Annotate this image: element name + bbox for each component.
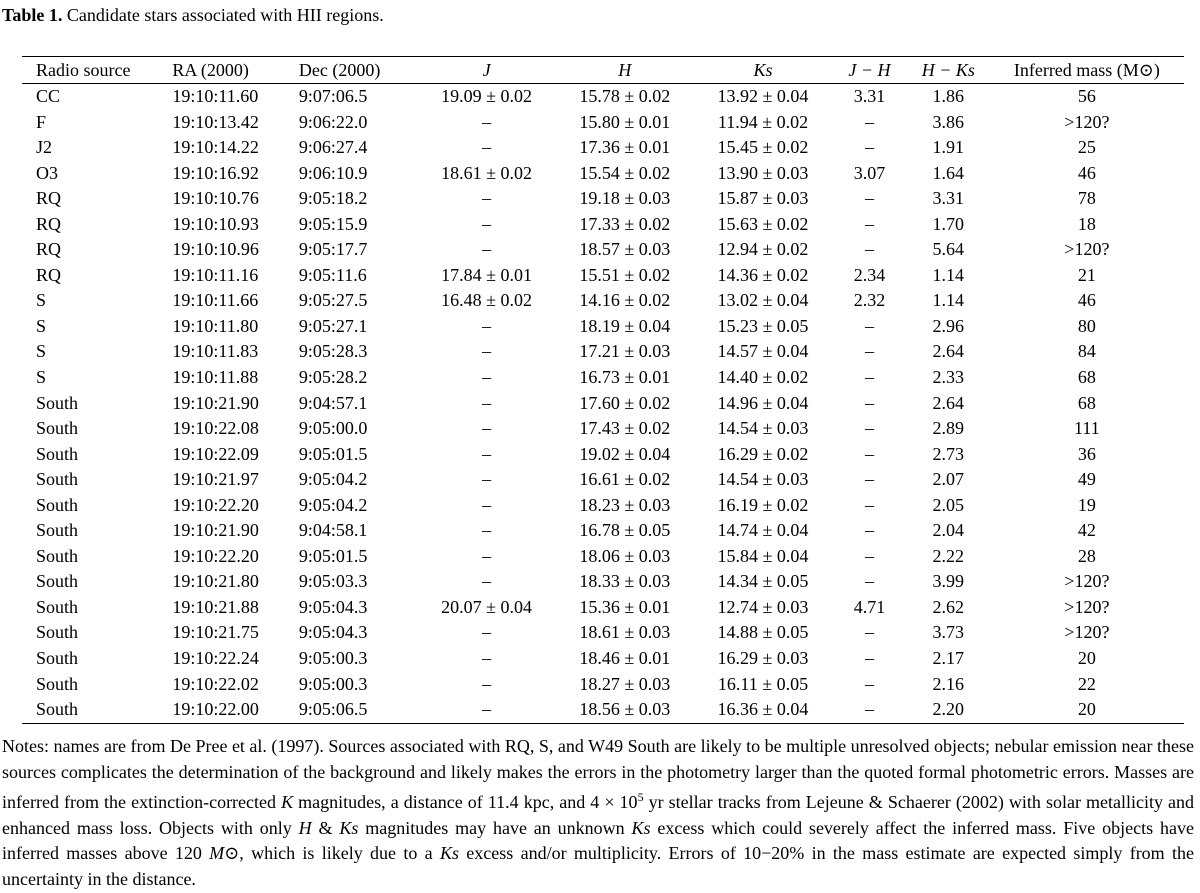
cell-radio-source: RQ [36,188,62,209]
cell-inferred-mass: 80 [1077,315,1096,336]
cell-h-minus-ks: 1.14 [932,290,965,311]
cell-dec: 9:05:27.1 [298,315,368,336]
cell-dec: 9:05:27.5 [298,290,368,311]
cell-radio-source: J2 [36,137,53,158]
cell-inferred-mass: >120? [1064,622,1110,643]
table-row [22,110,1184,136]
cell-j-minus-h: – [864,213,874,234]
cell-inferred-mass: 25 [1077,137,1096,158]
cell-ks: 16.29 ± 0.02 [717,443,809,464]
cell-ra: 19:10:14.22 [172,137,259,158]
cell-j-minus-h: – [864,188,874,209]
cell-ra: 19:10:22.09 [172,443,259,464]
cell-h: 18.56 ± 0.03 [579,699,671,720]
cell-j: – [482,648,492,669]
header-h-minus-ks: H − Ks [921,59,975,80]
cell-j: 16.48 ± 0.02 [441,290,533,311]
cell-j: – [482,239,492,260]
cell-j: – [482,673,492,694]
table-row [22,467,1184,493]
table-row [22,544,1184,570]
cell-h: 17.60 ± 0.02 [579,392,671,413]
cell-h-minus-ks: 2.16 [932,673,965,694]
cell-h: 16.61 ± 0.02 [579,469,671,490]
cell-j: – [482,188,492,209]
cell-h: 18.61 ± 0.03 [579,622,671,643]
table-row [22,646,1184,672]
cell-ks: 15.23 ± 0.05 [717,315,809,336]
cell-dec: 9:07:06.5 [298,86,368,106]
cell-dec: 9:06:10.9 [298,162,368,183]
cell-h: 15.36 ± 0.01 [579,596,671,617]
header-j-minus-h: J − H [848,59,891,80]
cell-ks: 15.84 ± 0.04 [717,545,809,566]
cell-h-minus-ks: 2.33 [932,367,965,388]
cell-h: 18.57 ± 0.03 [579,239,671,260]
cell-dec: 9:05:11.6 [298,264,367,285]
cell-j-minus-h: – [864,545,874,566]
cell-ks: 14.36 ± 0.02 [717,264,809,285]
cell-ra: 19:10:16.92 [172,162,259,183]
cell-h: 17.33 ± 0.02 [579,213,671,234]
cell-j: – [482,341,492,362]
cell-radio-source: South [36,418,79,439]
cell-h: 15.54 ± 0.02 [579,162,671,183]
cell-dec: 9:04:57.1 [298,392,368,413]
cell-radio-source: O3 [36,162,58,183]
cell-h-minus-ks: 3.99 [932,571,965,592]
cell-inferred-mass: 28 [1077,545,1096,566]
cell-h: 17.43 ± 0.02 [579,418,671,439]
cell-inferred-mass: 20 [1077,699,1096,720]
cell-ra: 19:10:11.16 [172,264,259,285]
cell-radio-source: S [36,290,47,311]
table-row [22,442,1184,468]
cell-h-minus-ks: 2.73 [932,443,965,464]
cell-inferred-mass: 84 [1077,341,1096,362]
cell-inferred-mass: >120? [1064,571,1110,592]
cell-ra: 19:10:21.75 [172,622,259,643]
cell-radio-source: South [36,392,79,413]
cell-j-minus-h: – [864,392,874,413]
cell-ks: 14.34 ± 0.05 [717,571,809,592]
cell-inferred-mass: >120? [1064,111,1110,132]
cell-h: 18.33 ± 0.03 [579,571,671,592]
cell-j: 17.84 ± 0.01 [441,264,533,285]
cell-j: – [482,545,492,566]
cell-j: – [482,520,492,541]
cell-ra: 19:10:22.20 [172,545,259,566]
cell-ks: 11.94 ± 0.02 [717,111,809,132]
cell-dec: 9:05:04.2 [298,469,368,490]
cell-ks: 14.40 ± 0.02 [717,367,809,388]
cell-j: – [482,494,492,515]
cell-h: 15.51 ± 0.02 [579,264,671,285]
header-inferred-mass: Inferred mass (M⊙) [1013,59,1160,80]
cell-ra: 19:10:22.08 [172,418,259,439]
table-row [22,314,1184,340]
cell-h: 14.16 ± 0.02 [579,290,671,311]
cell-h: 18.46 ± 0.01 [579,648,671,669]
cell-inferred-mass: >120? [1064,239,1110,260]
table-row [22,339,1184,365]
cell-dec: 9:05:00.3 [298,673,368,694]
cell-ra: 19:10:22.02 [172,673,259,694]
cell-j-minus-h: – [864,494,874,515]
cell-radio-source: South [36,494,79,515]
cell-j-minus-h: – [864,315,874,336]
cell-j: 20.07 ± 0.04 [441,596,533,617]
header-ks: Ks [753,59,773,80]
cell-h-minus-ks: 5.64 [932,239,965,260]
cell-dec: 9:05:28.3 [298,341,368,362]
cell-ks: 14.54 ± 0.03 [717,418,809,439]
cell-h: 17.36 ± 0.01 [579,137,671,158]
cell-h-minus-ks: 2.96 [932,315,965,336]
cell-h-minus-ks: 2.17 [932,648,965,669]
table-row [22,518,1184,544]
cell-j: – [482,622,492,643]
cell-inferred-mass: 111 [1074,418,1100,439]
cell-h-minus-ks: 3.73 [932,622,965,643]
cell-ks: 12.94 ± 0.02 [717,239,809,260]
cell-dec: 9:04:58.1 [298,520,368,541]
cell-j: – [482,111,492,132]
cell-dec: 9:06:22.0 [298,111,368,132]
cell-dec: 9:06:27.4 [298,137,368,158]
cell-j-minus-h: 2.32 [853,290,886,311]
cell-h-minus-ks: 2.07 [932,469,965,490]
cell-j-minus-h: – [864,673,874,694]
cell-radio-source: South [36,648,79,669]
cell-inferred-mass: 78 [1077,188,1096,209]
cell-j-minus-h: – [864,341,874,362]
cell-ra: 19:10:11.80 [172,315,259,336]
cell-j-minus-h: – [864,367,874,388]
cell-dec: 9:05:18.2 [298,188,368,209]
table-row [22,237,1184,263]
cell-j-minus-h: – [864,571,874,592]
cell-ra: 19:10:13.42 [172,111,259,132]
cell-radio-source: S [36,367,47,388]
cell-h-minus-ks: 1.86 [932,86,965,106]
cell-dec: 9:05:04.3 [298,622,368,643]
cell-ks: 14.88 ± 0.05 [717,622,809,643]
cell-radio-source: South [36,699,79,720]
header-radio-source: Radio source [36,59,131,80]
cell-ra: 19:10:11.83 [172,341,259,362]
cell-dec: 9:05:28.2 [298,367,368,388]
cell-dec: 9:05:17.7 [298,239,368,260]
cell-radio-source: F [36,111,47,132]
cell-h-minus-ks: 2.64 [932,392,965,413]
cell-j: – [482,213,492,234]
cell-ks: 16.29 ± 0.03 [717,648,809,669]
header-dec: Dec (2000) [298,59,381,80]
table-row [22,569,1184,595]
cell-dec: 9:05:06.5 [298,699,368,720]
cell-ks: 16.11 ± 0.05 [717,673,809,694]
cell-j: – [482,315,492,336]
cell-radio-source: CC [36,86,61,106]
cell-radio-source: RQ [36,264,62,285]
cell-ks: 15.45 ± 0.02 [717,137,809,158]
cell-radio-source: South [36,673,79,694]
cell-ra: 19:10:21.90 [172,520,259,541]
cell-radio-source: South [36,545,79,566]
cell-radio-source: South [36,443,79,464]
cell-j: – [482,137,492,158]
table-row [22,288,1184,314]
table-row [22,84,1184,110]
cell-radio-source: South [36,596,79,617]
cell-radio-source: South [36,469,79,490]
table-caption [2,4,384,26]
cell-j-minus-h: 4.71 [853,596,886,617]
cell-h: 18.06 ± 0.03 [579,545,671,566]
cell-h-minus-ks: 1.70 [932,213,965,234]
cell-h-minus-ks: 1.14 [932,264,965,285]
cell-j: – [482,392,492,413]
cell-h: 19.02 ± 0.04 [579,443,671,464]
cell-ks: 13.92 ± 0.04 [717,86,809,106]
cell-radio-source: S [36,341,47,362]
cell-ra: 19:10:11.88 [172,367,259,388]
cell-j-minus-h: – [864,622,874,643]
cell-ra: 19:10:22.24 [172,648,259,669]
table-row [22,391,1184,417]
cell-inferred-mass: 46 [1077,162,1096,183]
cell-ks: 14.74 ± 0.04 [717,520,809,541]
cell-ra: 19:10:21.97 [172,469,259,490]
cell-h: 15.80 ± 0.01 [579,111,671,132]
table-label: Table 1. [2,5,63,25]
cell-ra: 19:10:22.20 [172,494,259,515]
cell-h-minus-ks: 2.04 [932,520,965,541]
table-row [22,595,1184,621]
cell-h: 19.18 ± 0.03 [579,188,671,209]
cell-j: 19.09 ± 0.02 [441,86,533,106]
cell-inferred-mass: 21 [1077,264,1096,285]
cell-ks: 16.36 ± 0.04 [717,699,809,720]
cell-h-minus-ks: 2.64 [932,341,965,362]
cell-ra: 19:10:10.96 [172,239,259,260]
cell-dec: 9:05:00.3 [298,648,368,669]
table-row [22,161,1184,187]
cell-j-minus-h: – [864,137,874,158]
cell-j: – [482,571,492,592]
table-row [22,212,1184,238]
cell-j-minus-h: – [864,443,874,464]
table-row [22,135,1184,161]
table-row [22,416,1184,442]
cell-inferred-mass: 36 [1077,443,1096,464]
cell-j-minus-h: – [864,648,874,669]
cell-ks: 13.02 ± 0.04 [717,290,809,311]
table-notes: Notes: names are from De Pree et al. (1997). Sources associated with RQ, S, and W49 South are likely to be multiple unresolved objects; nebular emission near these sources complicates the determination of the background and likely makes the errors in the photometry larger than the quoted formal photometric errors. Masses are inferred from the extinction-corrected K magnitudes, a distance of 11.4 kpc, and $4 \times 10^5$ yr stellar tracks from Lejeune & Schaerer (2002) with solar metallicity and enhanced mass loss. Objects with only H & Ks magnitudes may have an unknown Ks excess which could severely affect the inferred mass. Five objects have inferred masses above 120 M⊙, which is likely due to a Ks excess and/or multiplicity. Errors of 10−20% in the mass estimate are expected simply from the uncertainty in the distance. [2,736,1195,889]
cell-inferred-mass: 56 [1077,86,1096,106]
table-title: Candidate stars associated with HII regions. [66,5,384,25]
cell-ks: 14.96 ± 0.04 [717,392,809,413]
cell-j: – [482,418,492,439]
cell-ra: 19:10:21.80 [172,571,259,592]
cell-h: 17.21 ± 0.03 [579,341,671,362]
cell-ra: 19:10:21.90 [172,392,259,413]
cell-inferred-mass: 18 [1077,213,1096,234]
table-header-row [22,57,1184,84]
cell-j: – [482,367,492,388]
cell-j-minus-h: 3.07 [853,162,886,183]
cell-j: 18.61 ± 0.02 [441,162,533,183]
cell-ks: 14.57 ± 0.04 [717,341,809,362]
cell-ra: 19:10:10.76 [172,188,259,209]
cell-h-minus-ks: 2.05 [932,494,965,515]
cell-inferred-mass: 20 [1077,648,1096,669]
cell-j-minus-h: – [864,520,874,541]
cell-ks: 14.54 ± 0.03 [717,469,809,490]
cell-inferred-mass: 22 [1077,673,1096,694]
cell-dec: 9:05:15.9 [298,213,368,234]
table-row [22,672,1184,698]
cell-ra: 19:10:10.93 [172,213,259,234]
cell-ra: 19:10:11.60 [172,86,259,106]
cell-h-minus-ks: 2.22 [932,545,965,566]
cell-h-minus-ks: 3.31 [932,188,965,209]
cell-h: 16.78 ± 0.05 [579,520,671,541]
cell-h: 18.27 ± 0.03 [579,673,671,694]
cell-radio-source: RQ [36,213,62,234]
cell-radio-source: South [36,520,79,541]
cell-radio-source: S [36,315,47,336]
cell-j: – [482,443,492,464]
cell-h-minus-ks: 2.20 [932,699,965,720]
cell-j-minus-h: – [864,111,874,132]
cell-inferred-mass: 46 [1077,290,1096,311]
table-body [22,84,1184,724]
cell-ra: 19:10:11.66 [172,290,259,311]
cell-radio-source: South [36,622,79,643]
header-h: H [618,59,632,80]
cell-inferred-mass: 19 [1077,494,1096,515]
cell-inferred-mass: 68 [1077,392,1096,413]
cell-j-minus-h: 3.31 [853,86,886,106]
cell-radio-source: RQ [36,239,62,260]
cell-j-minus-h: – [864,239,874,260]
cell-dec: 9:05:01.5 [298,545,368,566]
table-row [22,365,1184,391]
cell-h-minus-ks: 1.64 [932,162,965,183]
cell-dec: 9:05:04.2 [298,494,368,515]
cell-j-minus-h: 2.34 [853,264,886,285]
cell-ks: 15.87 ± 0.03 [717,188,809,209]
cell-h: 18.23 ± 0.03 [579,494,671,515]
cell-inferred-mass: 49 [1077,469,1096,490]
cell-h: 18.19 ± 0.04 [579,315,671,336]
table-row [22,620,1184,646]
cell-h-minus-ks: 2.62 [932,596,965,617]
cell-radio-source: South [36,571,79,592]
cell-h-minus-ks: 3.86 [932,111,965,132]
cell-h: 16.73 ± 0.01 [579,367,671,388]
cell-j: – [482,699,492,720]
cell-inferred-mass: 42 [1077,520,1096,541]
table-row [22,263,1184,289]
cell-ks: 12.74 ± 0.03 [717,596,809,617]
table-row [22,697,1184,723]
cell-h-minus-ks: 1.91 [932,137,965,158]
cell-ks: 16.19 ± 0.02 [717,494,809,515]
cell-ks: 13.90 ± 0.03 [717,162,809,183]
cell-h-minus-ks: 2.89 [932,418,965,439]
cell-ra: 19:10:22.00 [172,699,259,720]
header-j: J [482,59,491,80]
cell-inferred-mass: >120? [1064,596,1110,617]
header-ra: RA (2000) [172,59,249,80]
cell-j-minus-h: – [864,418,874,439]
cell-ra: 19:10:21.88 [172,596,259,617]
cell-dec: 9:05:04.3 [298,596,368,617]
cell-j: – [482,469,492,490]
table-row [22,493,1184,519]
cell-dec: 9:05:03.3 [298,571,368,592]
cell-inferred-mass: 68 [1077,367,1096,388]
candidate-stars-table [22,56,1184,724]
cell-dec: 9:05:00.0 [298,418,368,439]
cell-dec: 9:05:01.5 [298,443,368,464]
table-row [22,186,1184,212]
cell-h: 15.78 ± 0.02 [579,86,671,106]
cell-ks: 15.63 ± 0.02 [717,213,809,234]
cell-j-minus-h: – [864,699,874,720]
cell-j-minus-h: – [864,469,874,490]
